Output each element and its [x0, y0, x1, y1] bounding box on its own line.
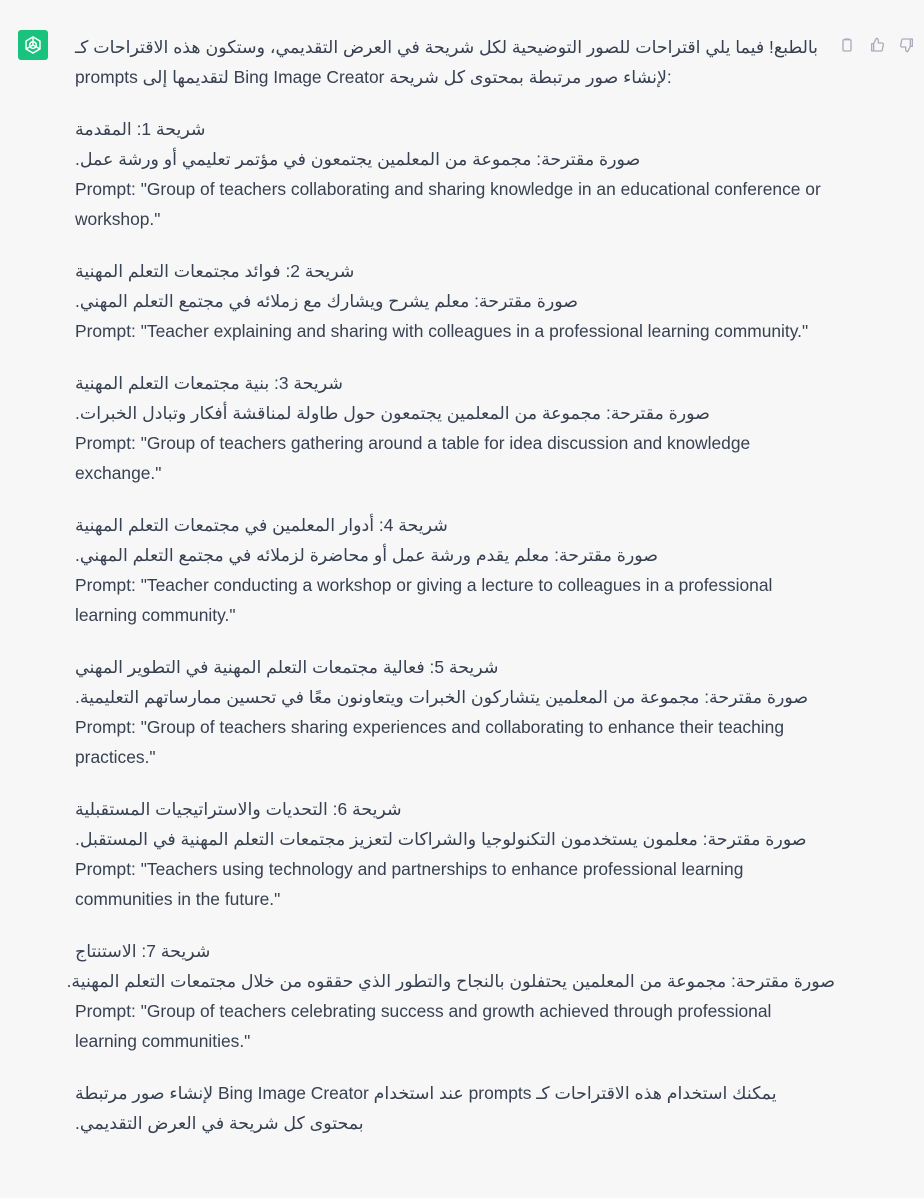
- slide-title: شريحة 5: فعالية مجتمعات التعلم المهنية في التطوير المهني: [75, 657, 499, 677]
- slide-prompt: Prompt: "Group of teachers sharing experiences and collaborating to enhance their teaching practices.": [75, 717, 784, 767]
- slide-suggestion-7: [66, 936, 835, 1056]
- slide-image-suggestion: صورة مقترحة: معلم يشرح ويشارك مع زملائه في مجتمع التعلم المهني.: [75, 291, 579, 311]
- slide-prompt: Prompt: "Teacher conducting a workshop or giving a lecture to colleagues in a professional learning community.": [75, 575, 773, 625]
- slide-image-suggestion: صورة مقترحة: مجموعة من المعلمين يجتمعون في مؤتمر تعليمي أو ورشة عمل.: [75, 149, 641, 169]
- slide-prompt: Prompt: "Group of teachers collaborating and sharing knowledge in an educational conference or workshop.": [75, 179, 821, 229]
- slide-title: شريحة 6: التحديات والاستراتيجيات المستقبلية: [75, 799, 402, 819]
- message-content: [66, 32, 835, 1160]
- slide-prompt: Prompt: "Teacher explaining and sharing with colleagues in a professional learning community.": [75, 321, 809, 341]
- slide-prompt: Prompt: "Group of teachers gathering around a table for idea discussion and knowledge exchange.": [75, 433, 751, 483]
- slide-suggestion-1: [75, 114, 835, 234]
- slide-suggestion-6: [75, 794, 835, 914]
- slide-suggestion-5: [75, 652, 835, 772]
- like-button[interactable]: [866, 34, 888, 56]
- intro-line-1: بالطبع! فيما يلي اقتراحات للصور التوضيحية لكل شريحة في العرض التقديمي، وستكون هذه الاقتراحات كـ: [75, 37, 819, 57]
- slide-image-suggestion: صورة مقترحة: مجموعة من المعلمين يجتمعون حول طاولة لمناقشة أفكار وتبادل الخبرات.: [75, 403, 710, 423]
- outro-line-2: بمحتوى كل شريحة في العرض التقديمي.: [75, 1113, 364, 1133]
- slide-prompt: Prompt: "Group of teachers celebrating success and growth achieved through professional learning communities.": [75, 1001, 772, 1051]
- clipboard-icon: [839, 37, 855, 53]
- slide-suggestion-2: [75, 256, 835, 346]
- slide-title: شريحة 3: بنية مجتمعات التعلم المهنية: [75, 373, 343, 393]
- outro-paragraph: [75, 1078, 835, 1138]
- outro-line-1: يمكنك استخدام هذه الاقتراحات كـ prompts عند استخدام Bing Image Creator لإنشاء صور مرتبطة: [75, 1083, 777, 1103]
- slide-title: شريحة 1: المقدمة: [75, 119, 206, 139]
- openai-logo-icon: [22, 34, 44, 56]
- dislike-button[interactable]: [896, 34, 918, 56]
- slide-title: شريحة 4: أدوار المعلمين في مجتمعات التعلم المهنية: [75, 515, 448, 535]
- assistant-avatar: [18, 30, 48, 60]
- slide-image-suggestion: صورة مقترحة: مجموعة من المعلمين يتشاركون الخبرات ويتعاونون معًا في تحسين ممارساتهم التعليمية.: [75, 687, 809, 707]
- slide-suggestion-4: [75, 510, 835, 630]
- thumbs-up-icon: [869, 37, 885, 53]
- slide-prompt: Prompt: "Teachers using technology and partnerships to enhance professional learning communities in the future.": [75, 859, 744, 909]
- thumbs-down-icon: [899, 37, 915, 53]
- slide-title: شريحة 7: الاستنتاج: [75, 941, 211, 961]
- slide-suggestion-3: [75, 368, 835, 488]
- intro-line-2: prompts لتقديمها إلى Bing Image Creator لإنشاء صور مرتبطة بمحتوى كل شريحة:: [75, 67, 672, 87]
- message-actions: [836, 34, 918, 56]
- copy-button[interactable]: [836, 34, 858, 56]
- slide-image-suggestion: صورة مقترحة: معلم يقدم ورشة عمل أو محاضرة لزملائه في مجتمع التعلم المهني.: [75, 545, 659, 565]
- intro-paragraph: [75, 32, 835, 92]
- slide-image-suggestion: صورة مقترحة: مجموعة من المعلمين يحتفلون بالنجاح والتطور الذي حققوه من خلال مجتمعات التعلم المهنية.: [66, 971, 835, 991]
- slide-image-suggestion: صورة مقترحة: معلمون يستخدمون التكنولوجيا والشراكات لتعزيز مجتمعات التعلم المهنية في المستقبل.: [75, 829, 807, 849]
- slide-title: شريحة 2: فوائد مجتمعات التعلم المهنية: [75, 261, 355, 281]
